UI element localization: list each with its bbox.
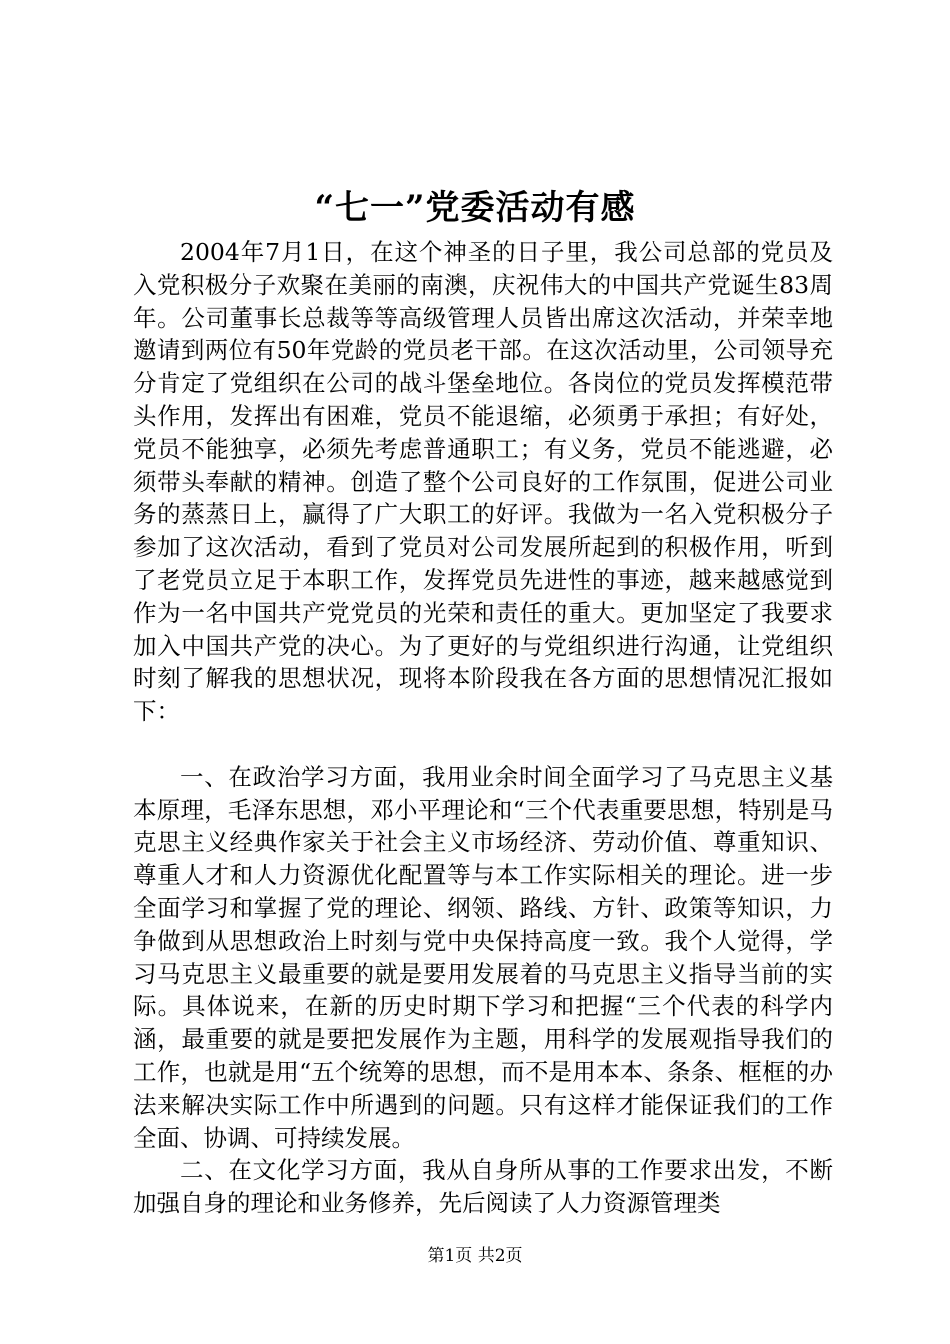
paragraph-political-study: 一、在政治学习方面，我用业余时间全面学习了马克思主义基本原理，毛泽东思想，邓小平理论和“三个代表重要思想，特别是马克思主义经典作家关于社会主义市场经济、劳动价值、尊重知识、尊重人才和人力资源优化配置等与本工作实际相关的理论。进一步全面学习和掌握了党的理论、纲领、路线、方针、政策等知识，力争做到从思想政治上时刻与党中央保持高度一致。我个人觉得，学习马克思主义最重要的就是要用发展着的马克思主义指导当前的实际。具体说来，在新的历史时期下学习和把握“三个代表的科学内涵，最重要的就是要把发展作为主题，用科学的发展观指导我们的工作，也就是用“五个统筹的思想，而不是用本本、条条、框框的办法来解决实际工作中所遇到的问题。只有这样才能保证我们的工作全面、协调、可持续发展。 — [133, 762, 833, 1152]
paragraph-cultural-study: 二、在文化学习方面，我从自身所从事的工作要求出发，不断加强自身的理论和业务修养，先后阅读了人力资源管理类 — [133, 1156, 833, 1218]
document-body — [133, 236, 833, 1220]
paragraph-spacer — [133, 728, 833, 761]
paragraph-intro: 2004年7月1日，在这个神圣的日子里，我公司总部的党员及入党积极分子欢聚在美丽的南澳，庆祝伟大的中国共产党诞生83周年。公司董事长总裁等等高级管理人员皆出席这次活动，并荣幸地邀请到两位有50年党龄的党员老干部。在这次活动里，公司领导充分肯定了党组织在公司的战斗堡垒地位。各岗位的党员发挥模范带头作用，发挥出有困难，党员不能退缩，必须勇于承担；有好处，党员不能独享，必须先考虑普通职工；有义务，党员不能逃避，必须带头奉献的精神。创造了整个公司良好的工作氛围，促进公司业务的蒸蒸日上，赢得了广大职工的好评。我做为一名入党积极分子参加了这次活动，看到了党员对公司发展所起到的积极作用，听到了老党员立足于本职工作，发挥党员先进性的事迹，越来越感觉到作为一名中国共产党党员的光荣和责任的重大。更加坚定了我要求加入中国共产党的决心。为了更好的与党组织进行沟通，让党组织时刻了解我的思想状况，现将本阶段我在各方面的思想情况汇报如下： — [133, 238, 833, 726]
document-title: “七一”党委活动有感 — [314, 188, 636, 228]
page-footer: 第1页 共2页 — [427, 1246, 523, 1266]
